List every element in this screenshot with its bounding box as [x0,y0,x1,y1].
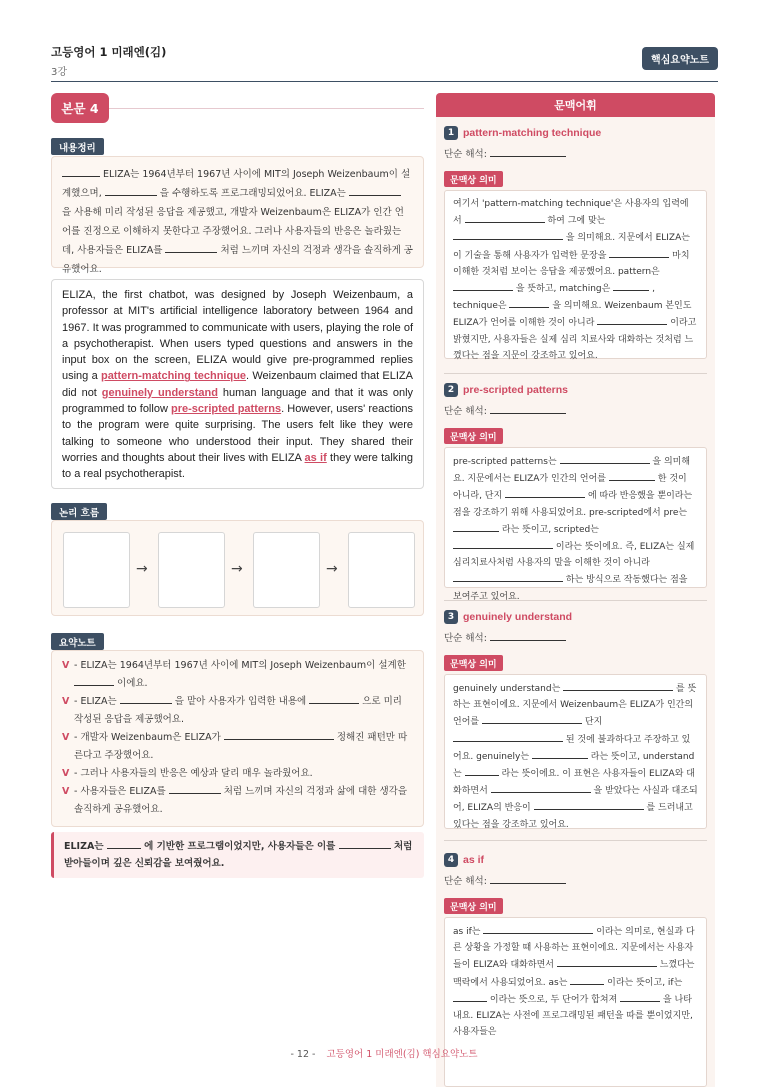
context-text: 느꼈다는 맥락에서 사용되었어요. as는 [453,960,695,988]
context-text: 이라는 뜻이에요. 즉, ELIZA는 실제 심리치료사처럼 사용자의 말을 이해한 것이 아니라 [453,542,695,569]
vocab-panel [436,93,715,1087]
context-text: 라는 뜻이에요. 이 표현은 사용자들이 ELIZA와 대화하면서 [453,769,695,797]
arrow-right-icon: → [136,561,148,577]
item-number: 2 [444,383,458,397]
context-text: 이라는 뜻으로, 두 단어가 합쳐져 [489,994,618,1005]
context-text: 을 의미해요. Weizenbaum 본인도 ELIZA가 언어를 이해한 것이 아니라 [453,301,692,329]
context-label: 문맥상 의미 [444,898,503,914]
note-text: 으로 미리 작성된 응답을 제공했어요. [74,696,402,725]
context-text: 이라고 밝혔지만, 사용자들은 실제 심리 치료사와 대화하는 것처럼 느꼈다는 점을 지문이 강조하고 있어요. [453,318,697,361]
note-text: 정해진 패턴만 따른다고 주장했어요. [74,732,408,761]
blank[interactable] [349,185,401,196]
page-number: - 12 - [290,1049,316,1060]
flow-label: 논리 흐름 [51,503,107,520]
passage-text: human language and that it was only programmed to follow [62,386,414,416]
blank[interactable] [483,923,593,934]
context-text: 을 받았다는 사실과 대조되어, ELIZA의 반응이 [453,786,698,814]
note-item [62,783,413,819]
fill-in-sentence [51,832,424,878]
context-label: 문맥상 의미 [444,428,503,444]
vocab-item-2 [444,383,707,602]
keyword-as-if[interactable]: as if [304,451,327,464]
fill-text: ELIZA는 [64,841,104,852]
simple-label: 단순 해석: [444,876,487,887]
blank[interactable] [165,242,217,253]
fill-text: 에 기반한 프로그램이었지만, 사용자들은 이를 [144,841,336,852]
context-text: as if는 [453,927,481,937]
logic-flow-box [51,520,424,616]
context-box [444,190,707,359]
blank[interactable] [532,748,588,759]
blank[interactable] [482,713,582,724]
blank[interactable] [453,521,499,532]
blank[interactable] [62,166,100,177]
flow-card[interactable] [63,532,130,608]
context-text: 에 따라 반응했을 뿐이라는 점을 강조하기 위해 사용되었어요. pre-scripted에서 pre는 [453,491,693,518]
blank[interactable] [453,731,563,742]
simple-label: 단순 해석: [444,149,487,160]
passage-box [51,279,424,489]
vocab-word: as if [463,854,485,866]
vocab-item-4 [444,853,707,1038]
context-text: 단지 [584,717,603,728]
blank[interactable] [465,765,499,776]
note-item [62,693,413,729]
context-text: 라는 뜻이고, understand는 [453,751,695,780]
vocab-panel-title: 문맥어휘 [436,93,715,117]
item-divider [444,840,707,841]
note-text: 을 맡아 사용자가 입력한 내용에 [174,696,307,707]
flow-card[interactable] [253,532,320,608]
keyword-pre-scripted[interactable]: pre-scripted patterns [171,403,282,416]
blank[interactable] [453,991,487,1002]
arrow-right-icon: → [326,561,338,577]
blank[interactable] [560,453,650,464]
note-type-badge: 핵심요약노트 [642,47,718,70]
context-label: 문맥상 의미 [444,171,503,187]
document-title: 고등영어 1 미래엔(김) [51,45,167,59]
blank[interactable] [563,680,673,691]
blank[interactable] [453,280,513,291]
note-item [62,657,413,693]
note-text: 처럼 느끼며 자신의 걱정과 삶에 대한 생각을 솔직하게 공유했어요. [74,786,408,815]
blank[interactable] [169,783,221,794]
keyword-genuinely-understand[interactable]: genuinely understand [101,386,218,399]
page-header [51,44,718,82]
fill-text: 처럼 받아들이며 깊은 신뢰감을 보여줬어요. [64,841,413,869]
footer-title: 고등영어 1 미래엔(김) 핵심요약노트 [326,1049,478,1060]
blank[interactable] [120,693,172,704]
blank[interactable] [534,799,644,810]
context-text: 를 드러내고 있다는 점을 강조하고 있어요. [453,803,693,830]
blank[interactable] [224,729,334,740]
check-mark-icon: V [62,768,70,779]
note-text: 이에요. [117,678,148,689]
context-text: 를 뜻하는 표현이에요. 지문에서 Weizenbaum은 ELIZA가 인간의 언어를 [453,684,697,728]
note-text: - 개발자 Weizenbaum은 ELIZA가 [74,732,221,743]
check-mark-icon: V [62,786,70,797]
notes-label: 요약노트 [51,633,104,650]
lesson-tag: 본문 4 [51,93,109,123]
summary-label: 내용정리 [51,138,104,155]
blank[interactable] [453,229,563,240]
vocab-word: pattern-matching technique [463,127,602,139]
context-text: 을 뜻하고, matching은 [515,284,611,295]
context-text: 을 의미해요. 지문에서 ELIZA는 이 기술을 통해 사용자가 입력한 문장을 [453,233,690,261]
blank[interactable] [453,571,563,582]
blank[interactable] [609,247,669,258]
arrow-right-icon: → [231,561,243,577]
passage-text: . Weizenbaum claimed that ELIZA did not [62,370,413,399]
note-text: - 그러나 사용자들의 반응은 예상과 달리 매우 놀라웠어요. [74,768,313,779]
summary-text: 을 사용해 미리 작성된 응답을 제공했고, 개발자 Weizenbaum은 ELIZA가 인간 언어를 진정으로 이해하지 못한다고 주장했어요. 그러나 사용자들의 반응은 놀라웠는데, 사용자들은 ELIZA를 [62,207,404,256]
context-text: 하는 방식으로 작동했다는 점을 보여주고 있어요. [453,575,688,602]
flow-card[interactable] [348,532,415,608]
context-text: 라는 뜻이고, scripted는 [501,524,599,535]
context-text: 하여 그에 맞는 [547,216,606,227]
blank[interactable] [309,693,359,704]
summary-text: ELIZA는 1964년부터 1967년 사이에 MIT의 Joseph Weizenbaum이 설계했으며, [62,169,411,199]
summary-text: 처럼 느끼며 자신의 걱정과 생각을 솔직하게 공유했어요. [62,245,413,275]
blank[interactable] [490,630,566,641]
context-text: 이라는 의미로, 현실과 다른 상황을 가정할 때 사용하는 표현이에요. 지문에서는 사용자들이 ELIZA와 대화하면서 [453,927,695,971]
passage-text: they were talking to a real psychotherapist. [62,451,413,481]
lesson-divider [109,108,424,109]
blank[interactable] [107,838,141,849]
blank[interactable] [491,782,591,793]
context-text: 을 의미해요. 지문에서는 ELIZA가 인간의 언어를 [453,457,691,485]
blank[interactable] [557,956,657,967]
item-divider [444,373,707,374]
context-text: 한 것이 아니라, 단지 [453,474,687,502]
context-text: 된 것에 불과하다고 주장하고 있어요. genuinely는 [453,734,691,762]
context-box [444,447,707,602]
blank[interactable] [465,212,545,223]
note-text: - ELIZA는 1964년부터 1967년 사이에 MIT의 Joseph Weizenbaum이 설계한 [74,660,406,671]
context-text: , technique은 [453,284,655,312]
item-divider [444,600,707,601]
context-text: 여기서 'pattern-matching technique'은 사용자의 입력에 서 [453,199,689,227]
context-label: 문맥상 의미 [444,655,503,671]
summary-text: 을 수행하도록 프로그래밍되었어요. ELIZA는 [159,188,346,199]
blank[interactable] [105,185,157,196]
vocab-item-3 [444,610,707,830]
item-number: 1 [444,126,458,140]
context-box [444,674,707,829]
lesson-number: 3강 [51,67,68,78]
note-item [62,765,413,783]
blank[interactable] [620,991,660,1002]
summary-box [51,156,424,275]
context-text: 을 나타내요. ELIZA는 사전에 프로그래밍된 패턴을 따를 뿐이었지만, 사용자들은 [453,994,693,1038]
blank[interactable] [453,538,553,549]
blank[interactable] [509,297,549,308]
blank[interactable] [597,314,667,325]
context-text: genuinely understand는 [453,684,561,694]
blank[interactable] [339,838,391,849]
blank[interactable] [490,403,566,414]
check-mark-icon: V [62,660,70,671]
page-footer [0,1046,768,1060]
vocab-word: genuinely understand [463,611,573,623]
summary-notes-box [51,650,424,827]
check-mark-icon: V [62,732,70,743]
blank[interactable] [609,470,655,481]
vocab-word: pre-scripted patterns [463,384,569,396]
context-text: 이라는 뜻이고, if는 [607,977,683,988]
simple-label: 단순 해석: [444,406,487,417]
note-text: - 사용자들은 ELIZA를 [74,786,166,797]
passage-text: . However, users' reactions to the program were quite surprising. The users felt like they were talking to someone who understood their input. They shared their worries and thoughts about their lives with ELIZA [62,403,413,464]
blank[interactable] [613,280,649,291]
vocab-item-1 [444,126,707,361]
simple-label: 단순 해석: [444,633,487,644]
note-item [62,729,413,765]
note-text: - ELIZA는 [74,696,117,707]
blank[interactable] [490,146,566,157]
item-number: 3 [444,610,458,624]
keyword-pattern-matching[interactable]: pattern-matching technique [100,370,247,383]
passage-text: ELIZA, the first chatbot, was designed by Joseph Weizenbaum, a professor at MIT's artificial intelligence laboratory between 1964 and 1967. It was programmed to communicate with users, playing the role of a psychotherapist. When users typed questions and answers in the input box on the screen, ELIZA would give pre-programmed replies using a [62,289,413,383]
item-number: 4 [444,853,458,867]
blank[interactable] [505,487,585,498]
context-box [444,917,707,1087]
blank[interactable] [490,873,566,884]
blank[interactable] [74,675,114,686]
check-mark-icon: V [62,696,70,707]
context-text: pre-scripted patterns는 [453,457,557,467]
context-text: 마치 이해한 것처럼 보이는 응답을 제공했어요. pattern은 [453,250,690,277]
blank[interactable] [570,974,604,985]
flow-card[interactable] [158,532,225,608]
